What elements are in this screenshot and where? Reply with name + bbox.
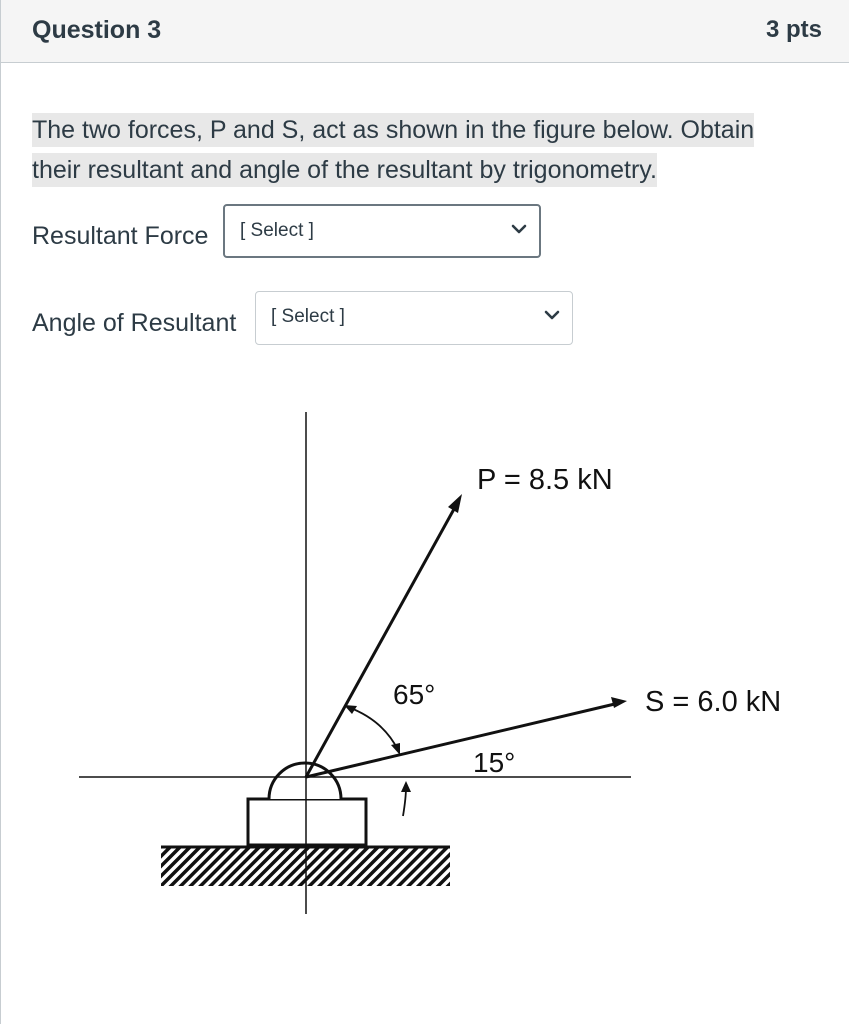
angle-65-arrowhead-bottom <box>391 743 400 755</box>
force-p-arrow <box>306 500 459 777</box>
angle-s-label: 15° <box>473 747 516 778</box>
angle-of-resultant-selected-value: [ Select ] <box>271 306 345 327</box>
angle-of-resultant-select[interactable] <box>255 291 573 345</box>
question-prompt <box>32 110 812 190</box>
force-diagram <box>1 400 849 920</box>
prompt-line-1: The two forces, P and S, act as shown in the figure below. Obtain <box>32 113 754 147</box>
chevron-down-icon <box>511 223 527 235</box>
question-header <box>1 0 849 63</box>
force-p-arrowhead <box>448 494 462 513</box>
angle-65-arc <box>348 707 398 750</box>
angle-between-label: 65° <box>393 679 436 710</box>
angle-15-arrowhead <box>401 781 411 792</box>
resultant-force-label: Resultant Force <box>32 222 209 250</box>
base-block <box>248 799 366 845</box>
prompt-line-2: their resultant and angle of the resultant by trigonometry. <box>32 153 657 187</box>
force-s-label: S = 6.0 kN <box>645 686 782 718</box>
force-s-arrow <box>306 703 619 777</box>
force-s-arrowhead <box>611 697 627 708</box>
question-title: Question 3 <box>32 16 162 44</box>
angle-of-resultant-label: Angle of Resultant <box>32 309 237 337</box>
resultant-force-selected-value: [ Select ] <box>240 220 314 241</box>
question-points: 3 pts <box>765 16 822 43</box>
chevron-down-icon <box>544 309 560 321</box>
dome-support <box>269 763 341 799</box>
force-p-label: P = 8.5 kN <box>477 464 613 496</box>
resultant-force-select[interactable] <box>223 204 541 258</box>
